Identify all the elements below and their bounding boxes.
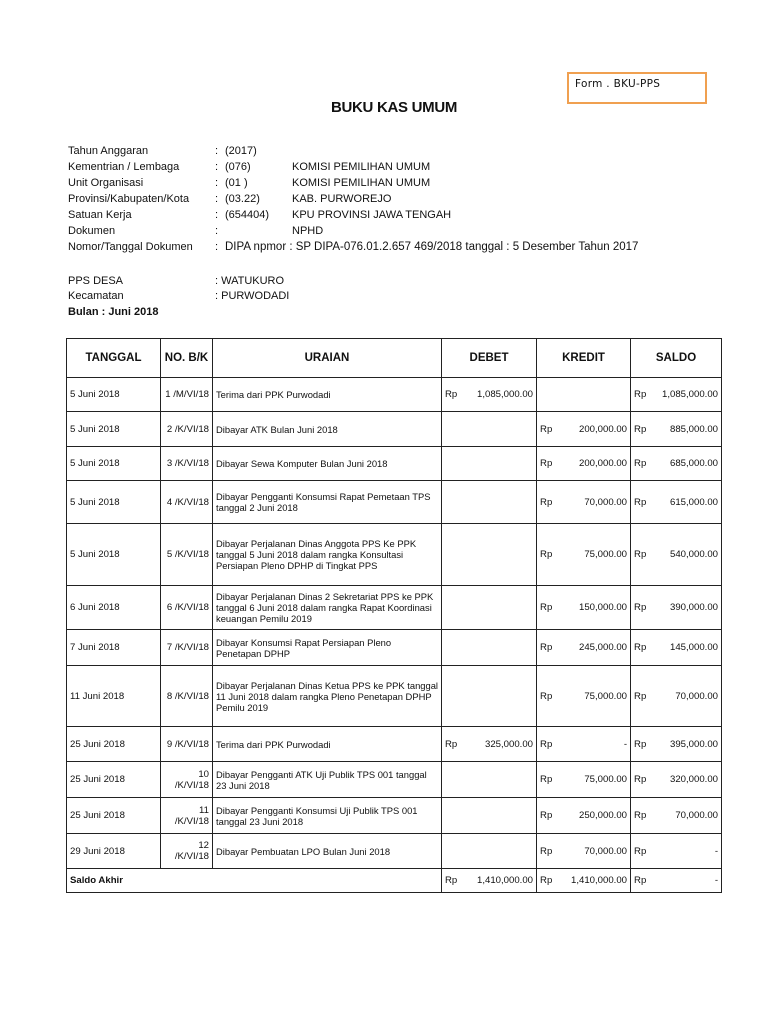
total-debet: 1,410,000.00 bbox=[466, 869, 537, 893]
header-colon: : bbox=[215, 225, 219, 237]
header-code: (654404) bbox=[225, 209, 270, 221]
table-cell-tanggal: 5 Juni 2018 bbox=[67, 481, 161, 524]
column-header-uraian: URAIAN bbox=[213, 339, 442, 378]
total-saldo-currency: Rp bbox=[631, 869, 653, 893]
bulan-row bbox=[68, 306, 158, 322]
table-total-row bbox=[67, 869, 722, 893]
bulan-label: Bulan : Juni 2018 bbox=[68, 306, 159, 318]
header-name: KPU PROVINSI JAWA TENGAH bbox=[292, 209, 452, 221]
table-cell-kredit: 250,000.00 bbox=[561, 798, 631, 834]
table-cell-tanggal: 6 Juni 2018 bbox=[67, 586, 161, 630]
table-cell-kredit-currency: Rp bbox=[537, 798, 561, 834]
table-row bbox=[67, 481, 722, 524]
table-cell-nobk: 7 /K/VI/18 bbox=[161, 630, 213, 666]
table-cell-saldo: 320,000.00 bbox=[653, 762, 722, 798]
table-cell-uraian: Dibayar Sewa Komputer Bulan Juni 2018 bbox=[213, 447, 442, 481]
table-cell-debet bbox=[466, 630, 537, 666]
table-cell-nobk: 10 /K/VI/18 bbox=[161, 762, 213, 798]
table-cell-saldo: 1,085,000.00 bbox=[653, 378, 722, 412]
table-cell-kredit: 245,000.00 bbox=[561, 630, 631, 666]
table-cell-uraian: Dibayar Perjalanan Dinas 2 Sekretariat PPS ke PPK tanggal 6 Juni 2018 dalam rangka Rapat Koordinasi keuangan Pemilu 2019 bbox=[213, 586, 442, 630]
table-cell-tanggal: 5 Juni 2018 bbox=[67, 412, 161, 447]
header-name: KOMISI PEMILIHAN UMUM bbox=[292, 161, 431, 173]
table-cell-kredit-currency: Rp bbox=[537, 666, 561, 727]
pps-desa-value: : WATUKURO bbox=[215, 275, 285, 287]
table-cell-nobk: 4 /K/VI/18 bbox=[161, 481, 213, 524]
header-name: KOMISI PEMILIHAN UMUM bbox=[292, 177, 431, 189]
table-row bbox=[67, 378, 722, 412]
table-cell-saldo-currency: Rp bbox=[631, 762, 653, 798]
table-cell-saldo: 885,000.00 bbox=[653, 412, 722, 447]
header-code: (076) bbox=[225, 161, 251, 173]
table-cell-saldo: 145,000.00 bbox=[653, 630, 722, 666]
table-cell-nobk: 6 /K/VI/18 bbox=[161, 586, 213, 630]
pps-desa-label: PPS DESA bbox=[68, 275, 124, 287]
table-cell-saldo: 540,000.00 bbox=[653, 524, 722, 586]
cash-book-table bbox=[66, 338, 722, 893]
header-code: (03.22) bbox=[225, 193, 260, 205]
table-row bbox=[67, 630, 722, 666]
table-cell-saldo: 615,000.00 bbox=[653, 481, 722, 524]
table-cell-tanggal: 29 Juni 2018 bbox=[67, 834, 161, 869]
table-cell-debet bbox=[466, 481, 537, 524]
table-cell-saldo-currency: Rp bbox=[631, 798, 653, 834]
table-cell-kredit: 75,000.00 bbox=[561, 762, 631, 798]
table-row bbox=[67, 798, 722, 834]
table-cell-saldo-currency: Rp bbox=[631, 727, 653, 762]
header-label: Nomor/Tanggal Dokumen bbox=[68, 241, 193, 253]
table-cell-debet bbox=[466, 666, 537, 727]
header-label: Dokumen bbox=[68, 225, 116, 237]
table-cell-debet-currency bbox=[442, 586, 466, 630]
table-cell-uraian: Dibayar Pengganti Konsumsi Uji Publik TPS 001 tanggal 23 Juni 2018 bbox=[213, 798, 442, 834]
table-cell-kredit: 70,000.00 bbox=[561, 834, 631, 869]
table-cell-saldo-currency: Rp bbox=[631, 447, 653, 481]
table-cell-kredit: 150,000.00 bbox=[561, 586, 631, 630]
table-cell-uraian: Dibayar Perjalanan Dinas Anggota PPS Ke PPK tanggal 5 Juni 2018 dalam rangka Konsultasi Persiapan Pleno DPHP di Tingkat PPS bbox=[213, 524, 442, 586]
table-cell-saldo: - bbox=[653, 834, 722, 869]
header-name: KAB. PURWOREJO bbox=[292, 193, 392, 205]
table-cell-nobk: 9 /K/VI/18 bbox=[161, 727, 213, 762]
table-cell-debet-currency bbox=[442, 666, 466, 727]
table-cell-uraian: Dibayar Pengganti Konsumsi Rapat Pemetaan TPS tanggal 2 Juni 2018 bbox=[213, 481, 442, 524]
table-cell-kredit-currency: Rp bbox=[537, 630, 561, 666]
table-cell-nobk: 8 /K/VI/18 bbox=[161, 666, 213, 727]
header-label: Unit Organisasi bbox=[68, 177, 144, 189]
total-kredit: 1,410,000.00 bbox=[561, 869, 631, 893]
table-cell-saldo-currency: Rp bbox=[631, 666, 653, 727]
table-cell-kredit-currency bbox=[537, 378, 561, 412]
table-cell-debet-currency: Rp bbox=[442, 727, 466, 762]
table-cell-nobk: 3 /K/VI/18 bbox=[161, 447, 213, 481]
table-cell-tanggal: 5 Juni 2018 bbox=[67, 378, 161, 412]
header-label: Satuan Kerja bbox=[68, 209, 132, 221]
table-cell-debet-currency bbox=[442, 762, 466, 798]
table-cell-debet-currency bbox=[442, 798, 466, 834]
column-header-kredit: KREDIT bbox=[537, 339, 631, 378]
table-cell-kredit-currency: Rp bbox=[537, 834, 561, 869]
table-cell-uraian: Dibayar Pengganti ATK Uji Publik TPS 001 tanggal 23 Juni 2018 bbox=[213, 762, 442, 798]
table-cell-uraian: Dibayar Konsumsi Rapat Persiapan Pleno Penetapan DPHP bbox=[213, 630, 442, 666]
table-cell-saldo: 70,000.00 bbox=[653, 798, 722, 834]
header-code: (01 ) bbox=[225, 177, 248, 189]
table-cell-kredit bbox=[561, 378, 631, 412]
column-header-saldo: SALDO bbox=[631, 339, 722, 378]
header-document-number: DIPA npmor : SP DIPA-076.01.2.657 469/2018 tanggal : 5 Desember Tahun 2017 bbox=[225, 241, 639, 253]
column-header-nobk: NO. B/K bbox=[161, 339, 213, 378]
table-cell-debet-currency bbox=[442, 412, 466, 447]
table-cell-debet-currency bbox=[442, 834, 466, 869]
kecamatan-label: Kecamatan bbox=[68, 290, 124, 302]
table-cell-saldo-currency: Rp bbox=[631, 378, 653, 412]
table-cell-debet-currency bbox=[442, 524, 466, 586]
total-debet-currency: Rp bbox=[442, 869, 466, 893]
table-cell-tanggal: 25 Juni 2018 bbox=[67, 762, 161, 798]
table-row bbox=[67, 762, 722, 798]
header-label: Kementrian / Lembaga bbox=[68, 161, 180, 173]
table-row bbox=[67, 524, 722, 586]
header-code: (2017) bbox=[225, 145, 257, 157]
table-cell-uraian: Terima dari PPK Purwodadi bbox=[213, 378, 442, 412]
header-colon: : bbox=[215, 241, 219, 253]
table-cell-saldo: 70,000.00 bbox=[653, 666, 722, 727]
table-cell-kredit-currency: Rp bbox=[537, 762, 561, 798]
kecamatan-value: : PURWODADI bbox=[215, 290, 290, 302]
table-cell-debet bbox=[466, 586, 537, 630]
column-header-debet: DEBET bbox=[442, 339, 537, 378]
table-cell-debet bbox=[466, 524, 537, 586]
table-cell-debet bbox=[466, 798, 537, 834]
table-row bbox=[67, 727, 722, 762]
table-cell-kredit: 70,000.00 bbox=[561, 481, 631, 524]
table-cell-debet-currency bbox=[442, 447, 466, 481]
header-colon: : bbox=[215, 193, 219, 205]
table-cell-uraian: Dibayar ATK Bulan Juni 2018 bbox=[213, 412, 442, 447]
table-cell-debet bbox=[466, 762, 537, 798]
table-cell-kredit-currency: Rp bbox=[537, 524, 561, 586]
table-cell-saldo-currency: Rp bbox=[631, 412, 653, 447]
table-cell-tanggal: 5 Juni 2018 bbox=[67, 447, 161, 481]
header-colon: : bbox=[215, 177, 219, 189]
table-cell-saldo-currency: Rp bbox=[631, 834, 653, 869]
table-cell-saldo-currency: Rp bbox=[631, 630, 653, 666]
table-row bbox=[67, 666, 722, 727]
table-cell-saldo: 395,000.00 bbox=[653, 727, 722, 762]
table-row bbox=[67, 834, 722, 869]
table-cell-kredit: 200,000.00 bbox=[561, 412, 631, 447]
table-cell-debet-currency: Rp bbox=[442, 378, 466, 412]
table-cell-saldo-currency: Rp bbox=[631, 586, 653, 630]
saldo-akhir-label: Saldo Akhir bbox=[67, 869, 442, 893]
table-cell-kredit-currency: Rp bbox=[537, 481, 561, 524]
table-cell-uraian: Dibayar Perjalanan Dinas Ketua PPS ke PPK tanggal 11 Juni 2018 dalam rangka Pleno Penetapan DPHP Pemilu 2019 bbox=[213, 666, 442, 727]
table-cell-uraian: Dibayar Pembuatan LPO Bulan Juni 2018 bbox=[213, 834, 442, 869]
table-cell-debet: 325,000.00 bbox=[466, 727, 537, 762]
table-row bbox=[67, 447, 722, 481]
table-cell-tanggal: 25 Juni 2018 bbox=[67, 727, 161, 762]
total-saldo: - bbox=[653, 869, 722, 893]
table-cell-debet bbox=[466, 447, 537, 481]
header-colon: : bbox=[215, 209, 219, 221]
table-cell-saldo: 685,000.00 bbox=[653, 447, 722, 481]
table-cell-debet bbox=[466, 412, 537, 447]
header-label: Tahun Anggaran bbox=[68, 145, 149, 157]
table-row bbox=[67, 412, 722, 447]
table-row bbox=[67, 586, 722, 630]
total-kredit-currency: Rp bbox=[537, 869, 561, 893]
table-cell-nobk: 5 /K/VI/18 bbox=[161, 524, 213, 586]
column-header-tanggal: TANGGAL bbox=[67, 339, 161, 378]
table-cell-saldo: 390,000.00 bbox=[653, 586, 722, 630]
table-cell-kredit: - bbox=[561, 727, 631, 762]
table-cell-nobk: 1 /M/VI/18 bbox=[161, 378, 213, 412]
header-label: Provinsi/Kabupaten/Kota bbox=[68, 193, 190, 205]
table-cell-uraian: Terima dari PPK Purwodadi bbox=[213, 727, 442, 762]
table-cell-tanggal: 11 Juni 2018 bbox=[67, 666, 161, 727]
table-cell-saldo-currency: Rp bbox=[631, 524, 653, 586]
table-cell-kredit-currency: Rp bbox=[537, 447, 561, 481]
table-cell-nobk: 2 /K/VI/18 bbox=[161, 412, 213, 447]
table-cell-kredit-currency: Rp bbox=[537, 727, 561, 762]
table-cell-debet bbox=[466, 834, 537, 869]
table-body bbox=[67, 378, 722, 893]
table-cell-tanggal: 25 Juni 2018 bbox=[67, 798, 161, 834]
table-cell-kredit: 75,000.00 bbox=[561, 524, 631, 586]
table-cell-debet-currency bbox=[442, 630, 466, 666]
table-cell-kredit-currency: Rp bbox=[537, 412, 561, 447]
table-cell-kredit: 75,000.00 bbox=[561, 666, 631, 727]
page-title: BUKU KAS UMUM bbox=[330, 99, 458, 116]
table-cell-saldo-currency: Rp bbox=[631, 481, 653, 524]
header-colon: : bbox=[215, 161, 219, 173]
table-cell-nobk: 11 /K/VI/18 bbox=[161, 798, 213, 834]
header-colon: : bbox=[215, 145, 219, 157]
table-cell-nobk: 12 /K/VI/18 bbox=[161, 834, 213, 869]
table-cell-debet: 1,085,000.00 bbox=[466, 378, 537, 412]
table-cell-tanggal: 5 Juni 2018 bbox=[67, 524, 161, 586]
form-code: Form . BKU-PPS bbox=[575, 78, 661, 90]
table-cell-kredit-currency: Rp bbox=[537, 586, 561, 630]
table-cell-kredit: 200,000.00 bbox=[561, 447, 631, 481]
table-cell-debet-currency bbox=[442, 481, 466, 524]
table-header-row bbox=[67, 339, 722, 378]
table-cell-tanggal: 7 Juni 2018 bbox=[67, 630, 161, 666]
header-name: NPHD bbox=[292, 225, 324, 237]
